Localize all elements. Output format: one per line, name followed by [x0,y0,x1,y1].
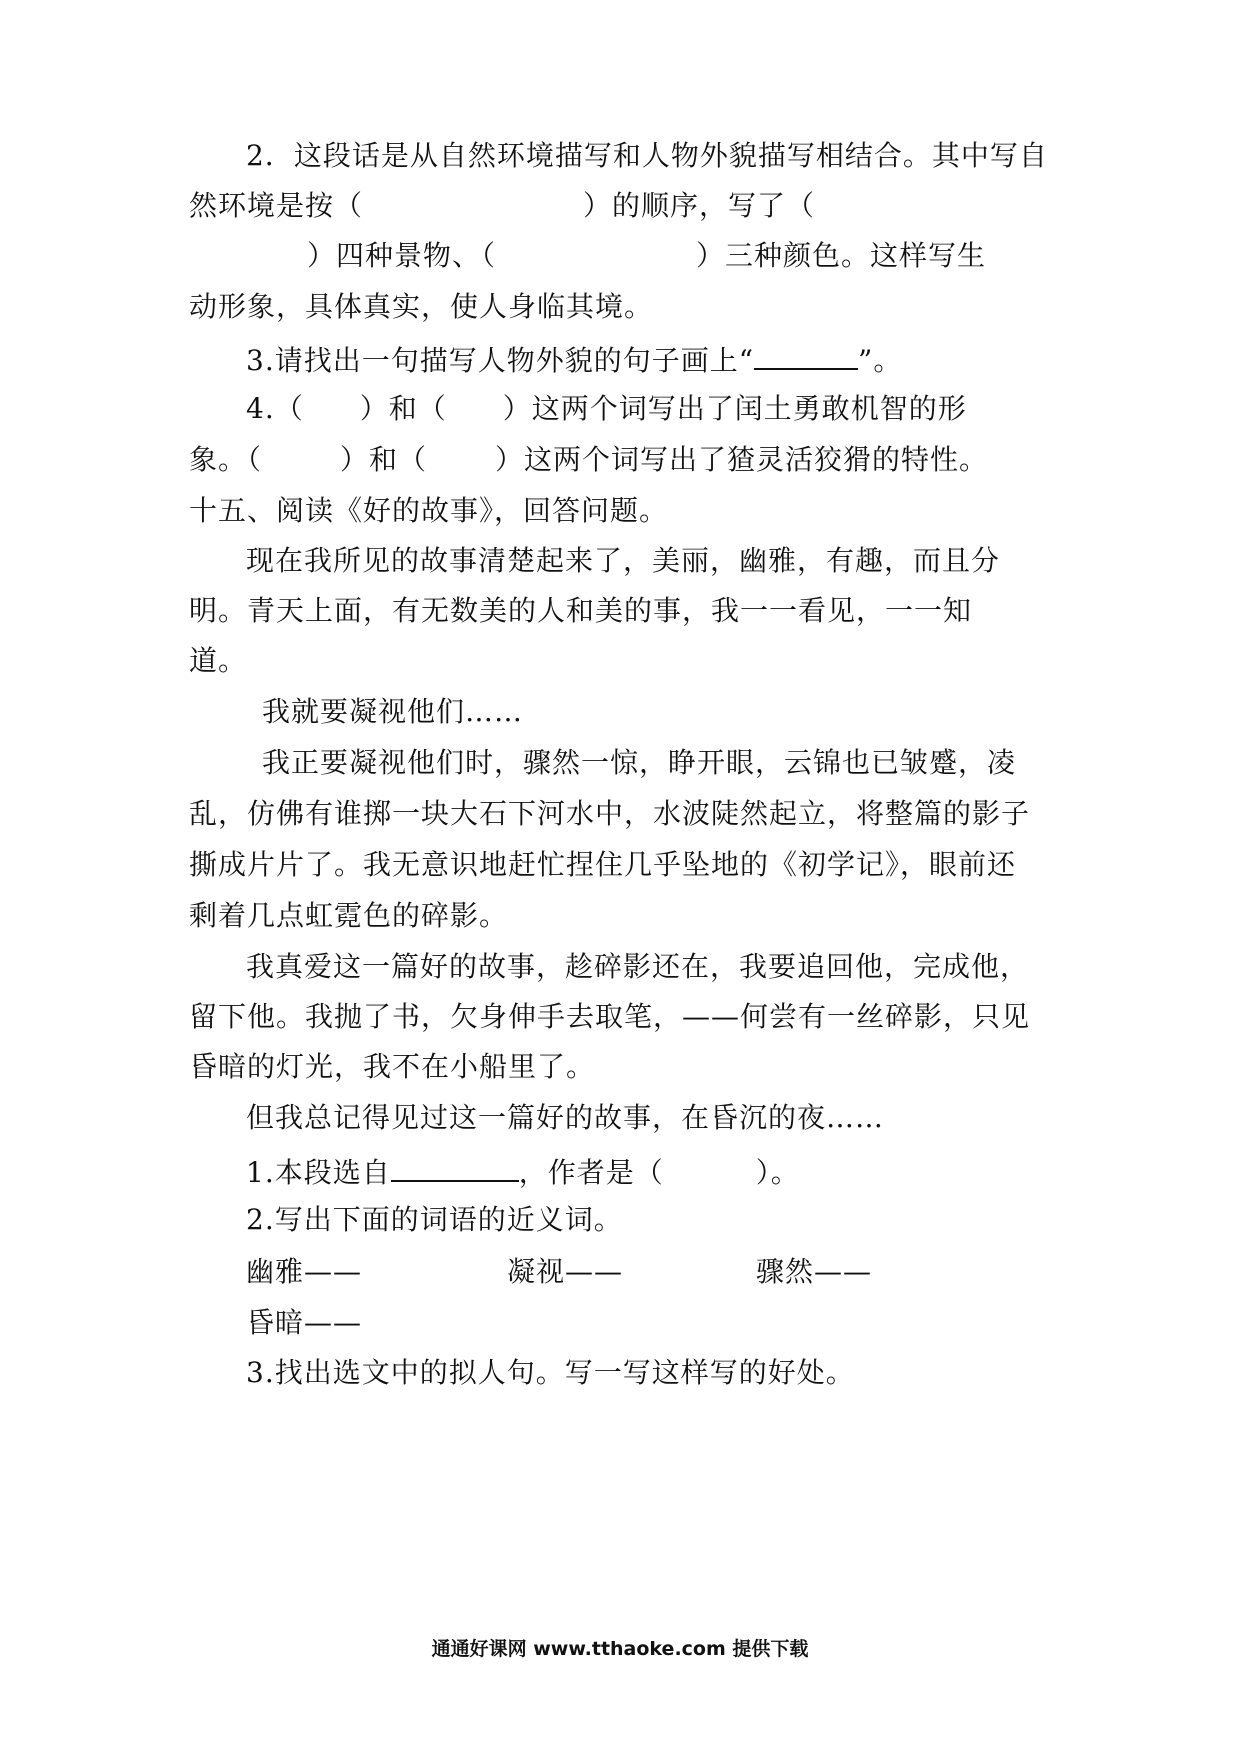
section-15-title: 十五、阅读《好的故事》，回答问题。 [189,494,669,527]
question-2-line-2: 然环境是按（ ）的顺序，写了（ [189,189,816,222]
sub-question-3: 3.找出选文中的拟人句。写一写这样写的好处。 [246,1356,855,1389]
synonym-row-1 [246,1252,362,1292]
synonym-item-1: 幽雅—— [246,1255,363,1288]
sub-question-1: 1.本段选自 ，作者是（ ）。 [246,1150,800,1193]
passage-paragraph-1-line-1: 现在我所见的故事清楚起来了，美丽，幽雅，有趣，而且分 [246,544,1001,577]
passage-paragraph-4-line-1: 我真爱这一篇好的故事，趁碎影还在，我要追回他，完成他， [246,950,1030,983]
passage-paragraph-1-line-2: 明。青天上面，有无数美的人和美的事，我一一看见，一一知 [189,594,973,627]
question-4-line-2: 象。（ ）和（ ）这两个词写出了猹灵活狡猾的特性。 [189,443,989,476]
synonym-row-1-col-2 [507,1252,623,1292]
passage-paragraph-2: 我就要凝视他们…… [262,695,524,728]
passage-paragraph-3-line-3: 撕成片片了。我无意识地赶忙捏住几乎坠地的《初学记》，眼前还 [189,848,1017,881]
synonym-row-2 [246,1303,362,1343]
sub-question-2: 2.写出下面的词语的近义词。 [246,1203,623,1236]
question-2-line-1: 2．这段话是从自然环境描写和人物外貌描写相结合。其中写自 [246,139,1048,172]
underline-blank[interactable] [754,338,858,370]
passage-paragraph-1-line-3: 道。 [189,644,248,677]
question-2-line-4: 动形象，具体真实，使人身临其境。 [189,290,654,323]
synonym-row-1-col-3 [756,1252,872,1292]
synonym-item-4: 昏暗—— [246,1306,363,1339]
passage-paragraph-4-line-3: 昏暗的灯光，我不在小船里了。 [189,1050,596,1083]
synonym-item-2: 凝视—— [507,1255,624,1288]
passage-paragraph-3-line-1: 我正要凝视他们时，骤然一惊，睁开眼，云锦也已皱蹙，凌 [262,746,1017,779]
passage-paragraph-3-line-4: 剩着几点虹霓色的碎影。 [189,899,509,932]
question-4-line-1: 4.（ ）和（ ）这两个词写出了闰土勇敢机智的形 [246,392,967,425]
question-2-line-3: ）四种景物、（ ）三种颜色。这样写生 [307,239,987,272]
underline-blank[interactable] [391,1150,519,1182]
passage-paragraph-5: 但我总记得见过这一篇好的故事，在昏沉的夜…… [246,1101,885,1134]
page-footer: 通通好课网 www.tthaoke.com 提供下载 [431,1638,809,1660]
synonym-item-3: 骤然—— [756,1255,873,1288]
passage-paragraph-3-line-2: 乱，仿佛有谁掷一块大石下河水中，水波陡然起立，将整篇的影子 [189,797,1031,830]
question-3: 3.请找出一句描写人物外貌的句子画上“ ”。 [246,338,902,381]
passage-paragraph-4-line-2: 留下他。我抛了书，欠身伸手去取笔，——何尝有一丝碎影，只见 [189,1000,1031,1033]
